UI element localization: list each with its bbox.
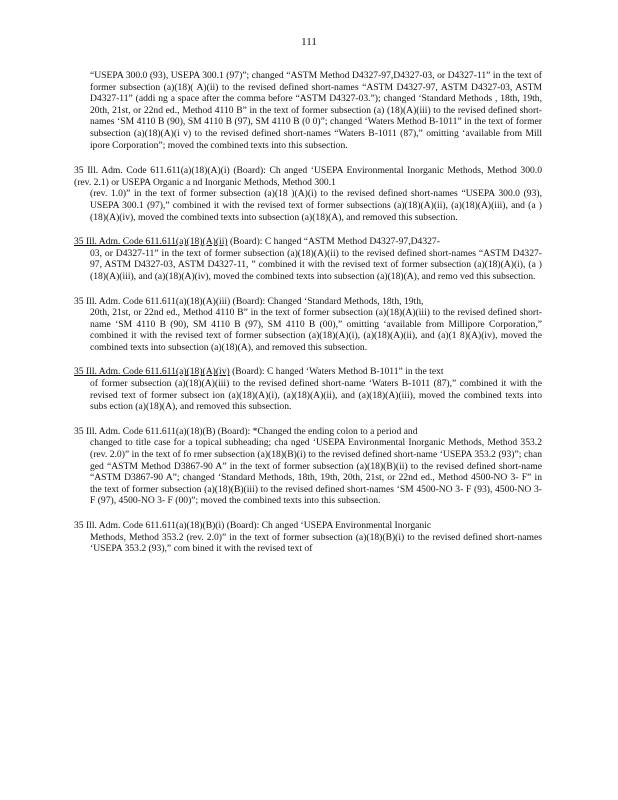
entry-heading: 35 Ill. Adm. Code 611.611(a)(18)(A)(i) (Board): Ch anged ‘USEPA Environmental Inorganic Methods, Method 300.0 (rev. 2.1) or USEPA Organic a nd Inorganic Methods, Method 300.1 <box>74 165 542 188</box>
entry-611-611-a18Ai <box>74 165 542 223</box>
entry-body: of former subsection (a)(18)(A)(iii) to the revised defined short-name ‘Waters B-1011 (87),” combined it with the revised text of former subsect ion (a)(18)(A)(i), (a)(18)(A)(ii), and (a)(18)(A)(iii), moved the combined texts into subs ection (a)(18)(A), and removed this subsection. <box>90 378 542 413</box>
entry-heading <box>74 236 542 248</box>
entry-heading: 35 Ill. Adm. Code 611.611(a)(18)(B)(i) (Board): Ch anged ‘USEPA Environmental Inorganic <box>74 520 432 531</box>
continuation-paragraph: “USEPA 300.0 (93), USEPA 300.1 (97)”; changed “ASTM Method D4327-97,D4327-03, or D4327-11” in the text of former subsection (a)(18)( A)(ii) to the revised defined short-names “ASTM D4327-97, ASTM D4327-03, ASTM D4327-11” (addi ng a space after the comma before “ASTM D4327-03.”); changed ‘Standard Methods , 18th, 19th, 20th, 21st, or 22nd ed., Method 4110 B” in the text of former subsection (a) (18)(A)(iii) to the revised defined short-names ‘SM 4110 B (90), SM 4110 B (97), SM 4110 B (0 0)”; changed ‘Waters Method B-1011” in the text of former subsection (a)(18)(A)(i v) to the revised defined short-names “Waters B-1011 (87),” omitting ‘available from Mill ipore Corporation”; moved the combined texts into this subsection. <box>90 70 542 151</box>
entry-heading <box>74 366 542 378</box>
entry-body: changed to title case for a topical subheading; cha nged ‘USEPA Environmental Inorganic Methods, Method 353.2 (rev. 2.0)” in the text of fo rmer subsection (a)(18)(B)(i) to the revised defined short-name ‘USEPA 353.2 (93)”; chan ged “ASTM Method D3867-90 A” in the text of former subsection (a)(18)(B)(ii) to the revised defined short-name “ASTM D3867-90 A”; changed ‘Standard Methods, 18th, 19th, 20th, 21st, or 22nd ed., Method 4500-NO 3- F” in the text of former subsection (a)(18)(B)(iii) to the revised defined short-names ‘SM 4500-NO 3- F (93), 4500-NO 3- F (97), 4500-NO 3- F (00)”; moved the combined texts into this subsection. <box>90 437 542 507</box>
entry-body: (rev. 1.0)” in the text of former subsection (a)(18 )(A)(i) to the revised defined short-names “USEPA 300.0 (93), USEPA 300.1 (97),” combined it with the revised text of former subsections (a)(18)(A)(ii), (a)(18)(A)(iii), and (a )(18)(A)(iv), moved the combined texts into subsection (a)(18)(A), and removed this subsection. <box>90 188 542 223</box>
entry-heading-text: (Board): C hanged “ASTM Method D4327-97,D4327- <box>227 236 440 248</box>
entry-611-611-a18B <box>74 426 542 507</box>
entry-611-611-a18Aiv <box>74 366 542 412</box>
entry-611-611-a18Aii <box>74 236 542 282</box>
entry-body: Methods, Method 353.2 (rev. 2.0)” in the text of former subsection (a)(18)(B)(i) to the revised defined short-names ‘USEPA 353.2 (93),” com bined it with the revised text of <box>90 531 542 555</box>
entry-citation: 35 Ill. Adm. Code 611.611(a)(18)(A)(iv) <box>74 366 230 378</box>
entry-heading: 35 Ill. Adm. Code 611.611(a)(18)(A)(iii) (Board): Changed ‘Standard Methods, 18th, 19th, <box>74 295 424 307</box>
entry-citation: 35 Ill. Adm. Code 611.611(a)(18)(A)(ii) <box>74 236 228 248</box>
page-number: 111 <box>301 36 317 48</box>
entry-heading-text: (Board): C hanged ‘Waters Method B-1011” in the text <box>229 366 444 378</box>
entry-body: 20th, 21st, or 22nd ed., Method 4110 B” in the text of former subsection (a)(18)(A)(iii) to the revised defined short-name ‘SM 4110 B (90), SM 4110 B (97), SM 4110 B (00),” omitting ‘available from Millipore Corporation,” combined it with the revised text of former subsection (a)(18)(A)(i), (a)(18)(A)(ii), and (a)(1 8)(A)(iv), moved the combined texts into subsection (a)(18)(A), and removed this subsection. <box>90 307 542 353</box>
entry-heading: 35 Ill. Adm. Code 611.611(a)(18)(B) (Board): *Changed the ending colon to a period and <box>74 425 418 437</box>
entry-611-611-a18Bi <box>74 520 542 555</box>
entry-body: 03, or D4327-11” in the text of former subsection (a)(18)(A)(ii) to the revised defined short-names “ASTM D4327-97, ASTM D4327-03, ASTM D4327-11, ” combined it with the revised text of former subsection (a)(18)(A)(i), (a )(18)(A)(iii), and (a)(18)(A)(iv), moved the combined texts into subsection (a)(18)(A), and remo ved this subsection. <box>90 247 542 282</box>
entry-611-611-a18Aiii <box>74 296 542 354</box>
document-body <box>74 70 542 568</box>
